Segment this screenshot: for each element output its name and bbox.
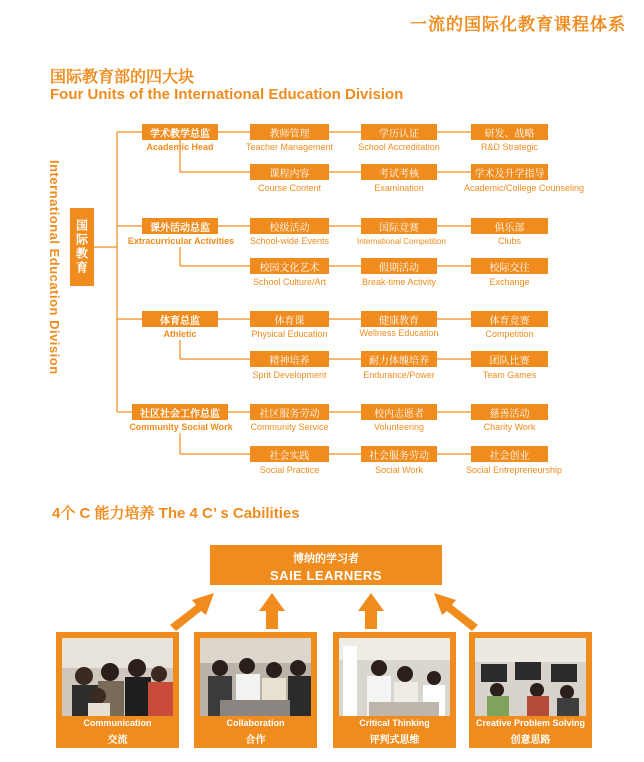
card-communication-cn: 交流: [107, 735, 128, 746]
photo-critical-thinking: [339, 638, 450, 716]
item-clubs: 俱乐部: [471, 218, 548, 234]
item-examination-en: Examination: [374, 183, 424, 193]
item-social-entrepreneurship-en: Social Entrepreneurship: [465, 465, 563, 475]
card-creative-problem-solving-cn: 创意思路: [510, 735, 551, 746]
item-spirit-development: 精神培养: [250, 351, 329, 367]
org-title-cn: 国际教育部的四大块: [50, 69, 195, 86]
card-creative-problem-solving: [469, 632, 592, 748]
arrow-collaboration-icon: [259, 593, 285, 629]
item-international-competition: 国际竞赛: [361, 218, 437, 234]
item-endurance-power-en: Endurance/Power: [363, 370, 435, 380]
card-creative-problem-solving-en: Creative Problem Solving: [475, 718, 586, 728]
saie-learners-cn: 博纳的学习者: [293, 553, 359, 565]
photo-communication: [62, 638, 173, 716]
item-social-practice: 社会实践: [250, 446, 329, 462]
root-label-en: International Education Division: [47, 160, 62, 375]
item-volunteering-en: Volunteering: [373, 422, 425, 432]
item-social-practice-en: Social Practice: [259, 465, 320, 475]
item-break-time-activity: 假期活动: [361, 258, 437, 274]
card-critical-thinking-cn: 评判式思维: [369, 735, 420, 746]
card-communication-en: Communication: [83, 718, 152, 728]
item-school-culture-art-en: School Culture/Art: [252, 277, 327, 287]
item-volunteering: 校内志愿者: [361, 404, 437, 420]
item-community-service: 社区服务劳动: [250, 404, 329, 420]
item-physical-education-en: Physical Education: [251, 329, 328, 339]
page-title: 一流的国际化教育课程体系: [410, 15, 626, 34]
item-school-culture-art: 校园文化艺术: [250, 258, 329, 274]
photo-creative-problem-solving: [475, 638, 586, 716]
card-collaboration: [194, 632, 317, 748]
item-school-accreditation: 学历认证: [361, 124, 437, 140]
item-teacher-management-en: Teacher Management: [245, 142, 334, 152]
unit-head-athletic-en: Athletic: [163, 329, 197, 339]
item-social-work: 社会服务劳动: [361, 446, 437, 462]
card-communication: [56, 632, 179, 748]
item-competition-en: Competition: [485, 329, 534, 339]
org-title-en: Four Units of the International Education Division: [50, 86, 404, 103]
item-social-work-en: Social Work: [375, 465, 423, 475]
card-collaboration-cn: 合作: [245, 735, 266, 746]
item-school-wide-events: 校级活动: [250, 218, 329, 234]
item-exchange-en: Exchange: [489, 277, 530, 287]
item-rd-strategic-en: R&D Strategic: [480, 142, 539, 152]
capabilities-title: 4个 C 能力培养 The 4 C’ s Cabilities: [52, 505, 300, 522]
item-teacher-management: 教师管理: [250, 124, 329, 140]
unit-head-athletic: 体育总监: [142, 311, 218, 327]
arrow-creative-problem-solving-icon: [434, 593, 478, 631]
unit-head-academic-en: Academic Head: [146, 142, 214, 152]
item-wellness-education-en: Wellness Education: [359, 328, 439, 338]
item-school-wide-events-en: School-wide Events: [249, 236, 330, 246]
saie-learners-en: SAIE LEARNERS: [270, 568, 382, 583]
item-examination: 考试考核: [361, 164, 437, 180]
item-charity-work: 慈善活动: [471, 404, 548, 420]
arrow-critical-thinking-icon: [358, 593, 384, 629]
card-critical-thinking: [333, 632, 456, 748]
unit-head-extracurricular: 课外活动总监: [142, 218, 218, 234]
item-college-counseling-en: Academic/College Counseling: [463, 183, 585, 193]
root-box-international-education: 国际教育: [70, 208, 94, 286]
item-school-accreditation-en: School Accreditation: [358, 142, 440, 152]
item-course-content: 课程内容: [250, 164, 329, 180]
saie-learners-box: [210, 545, 442, 585]
item-break-time-activity-en: Break-time Activity: [361, 277, 437, 287]
item-international-competition-en: International Competition: [357, 237, 446, 246]
arrow-communication-icon: [170, 593, 214, 631]
item-spirit-development-en: Sprit Development: [252, 370, 327, 380]
item-exchange: 校际交往: [471, 258, 548, 274]
item-competition: 体育竞赛: [471, 311, 548, 327]
item-social-entrepreneurship: 社会创业: [471, 446, 548, 462]
photo-collaboration: [200, 638, 311, 716]
card-critical-thinking-en: Critical Thinking: [359, 718, 430, 728]
item-physical-education: 体育课: [250, 311, 329, 327]
item-college-counseling: 学术及升学指导: [471, 164, 548, 180]
item-clubs-en: Clubs: [497, 236, 521, 246]
item-wellness-education: 健康教育: [361, 311, 437, 327]
item-endurance-power: 耐力体魄培养: [361, 351, 437, 367]
card-collaboration-en: Collaboration: [226, 718, 285, 728]
item-rd-strategic: 研发、战略: [471, 124, 548, 140]
capability-arrows: [0, 585, 644, 635]
unit-head-extracurricular-en: Extracurricular Activities: [127, 236, 235, 246]
item-community-service-en: Community Service: [250, 422, 329, 432]
item-team-games: 团队比赛: [471, 351, 548, 367]
item-charity-work-en: Charity Work: [483, 422, 536, 432]
unit-head-community-social-work: 社区社会工作总监: [132, 404, 228, 420]
item-course-content-en: Course Content: [257, 183, 322, 193]
unit-head-community-social-work-en: Community Social Work: [129, 422, 233, 432]
item-team-games-en: Team Games: [482, 370, 537, 380]
unit-head-academic: 学术教学总监: [142, 124, 218, 140]
